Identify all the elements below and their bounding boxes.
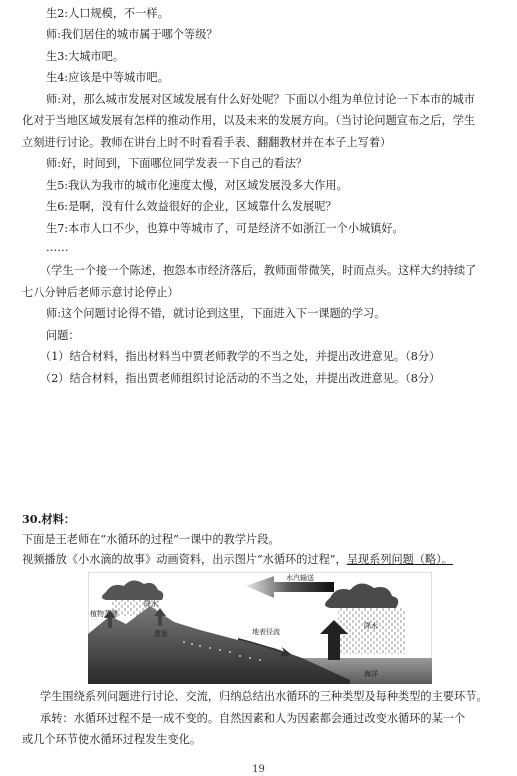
dialogue-line: 生5:我认为我市的城市化速度太慢，对区域发展没多大作用。 <box>46 179 348 192</box>
label-vapor-transport: 水汽输送 <box>286 574 314 582</box>
dialogue-line: 生7:本市人口不少，也算中等城市了，可是经济不如浙江一个小城镇好。 <box>46 222 404 235</box>
material-line: 学生围绕系列问题进行讨论、交流，归纳总结出水循环的三种类型及每种类型的主要环节。 <box>40 690 488 703</box>
dialogue-line: 师:好，时间到，下面哪位同学发表一下自己的看法？ <box>46 157 308 170</box>
dialogue-line: 生2:人口规模，不一样。 <box>46 7 169 20</box>
question-heading: 问题： <box>46 329 80 342</box>
label-precipitation-left: 降水 <box>144 600 158 608</box>
narration-line: 七八分钟后老师示意讨论停止） <box>22 286 179 299</box>
question-item: （2）结合材料，指出贾老师组织讨论活动的不当之处，并提出改进意见。（8分） <box>40 372 441 385</box>
label-evaporation: 蒸发 <box>154 630 168 638</box>
dialogue-line: 生4:应该是中等城市吧。 <box>46 71 169 84</box>
dialogue-line: 生6:是啊，没有什么效益很好的企业，区域靠什么发展呢？ <box>46 200 337 213</box>
ellipsis: …… <box>46 241 69 254</box>
material-line: 承转：水循环过程不是一成不变的。自然因素和人为因素都会通过改变水循环的某一个 <box>40 712 466 725</box>
label-surface-runoff: 地表径流 <box>252 628 280 636</box>
material-line <box>22 552 500 568</box>
material-line: 或几个环节使水循环过程发生变化。 <box>22 733 202 746</box>
label-plant-transpiration: 植物蒸腾 <box>90 610 118 618</box>
material-text: 视频播放《小水滴的故事》动画资料，出示图片“水循环的过程”， <box>22 553 347 566</box>
water-cycle-figure <box>88 572 432 684</box>
label-precipitation-right: 降水 <box>364 622 378 630</box>
label-ocean: 海洋 <box>364 670 378 678</box>
dialogue-line: 师:对，那么城市发展对区域发展有什么好处呢？下面以小组为单位讨论一下本市的城市 <box>46 93 475 106</box>
dialogue-line: 师:我们居住的城市属于哪个等级？ <box>46 28 218 41</box>
dialogue-line: 立刻进行讨论。教师在讲台上时不时看看手表、翻翻教材并在本子上写着） <box>22 136 392 149</box>
question-item: （1）结合材料，指出材料当中贾老师教学的不当之处，并提出改进意见。（8分） <box>40 350 441 363</box>
dialogue-line: 化对于当地区域发展有怎样的推动作用，以及未来的发展方向。（当讨论问题宣布之后，学生 <box>22 114 476 127</box>
page-number: 19 <box>252 764 265 775</box>
material-line: 下面是王老师在“水循环的过程”一课中的教学片段。 <box>22 533 280 546</box>
dialogue-line: 师:这个问题讨论得不错，就讨论到这里，下面进入下一课题的学习。 <box>46 307 386 320</box>
right-rain <box>338 608 406 654</box>
dialogue-line: 生3:大城市吧。 <box>46 50 125 63</box>
question-number-heading: 30.材料： <box>22 512 76 526</box>
underlined-text: 呈现系列问题（略）。 <box>346 553 453 566</box>
narration-line: （学生一个接一个陈述，抱怨本市经济落后，教师面带微笑，时而点头。这样大约持续了 <box>40 264 477 277</box>
